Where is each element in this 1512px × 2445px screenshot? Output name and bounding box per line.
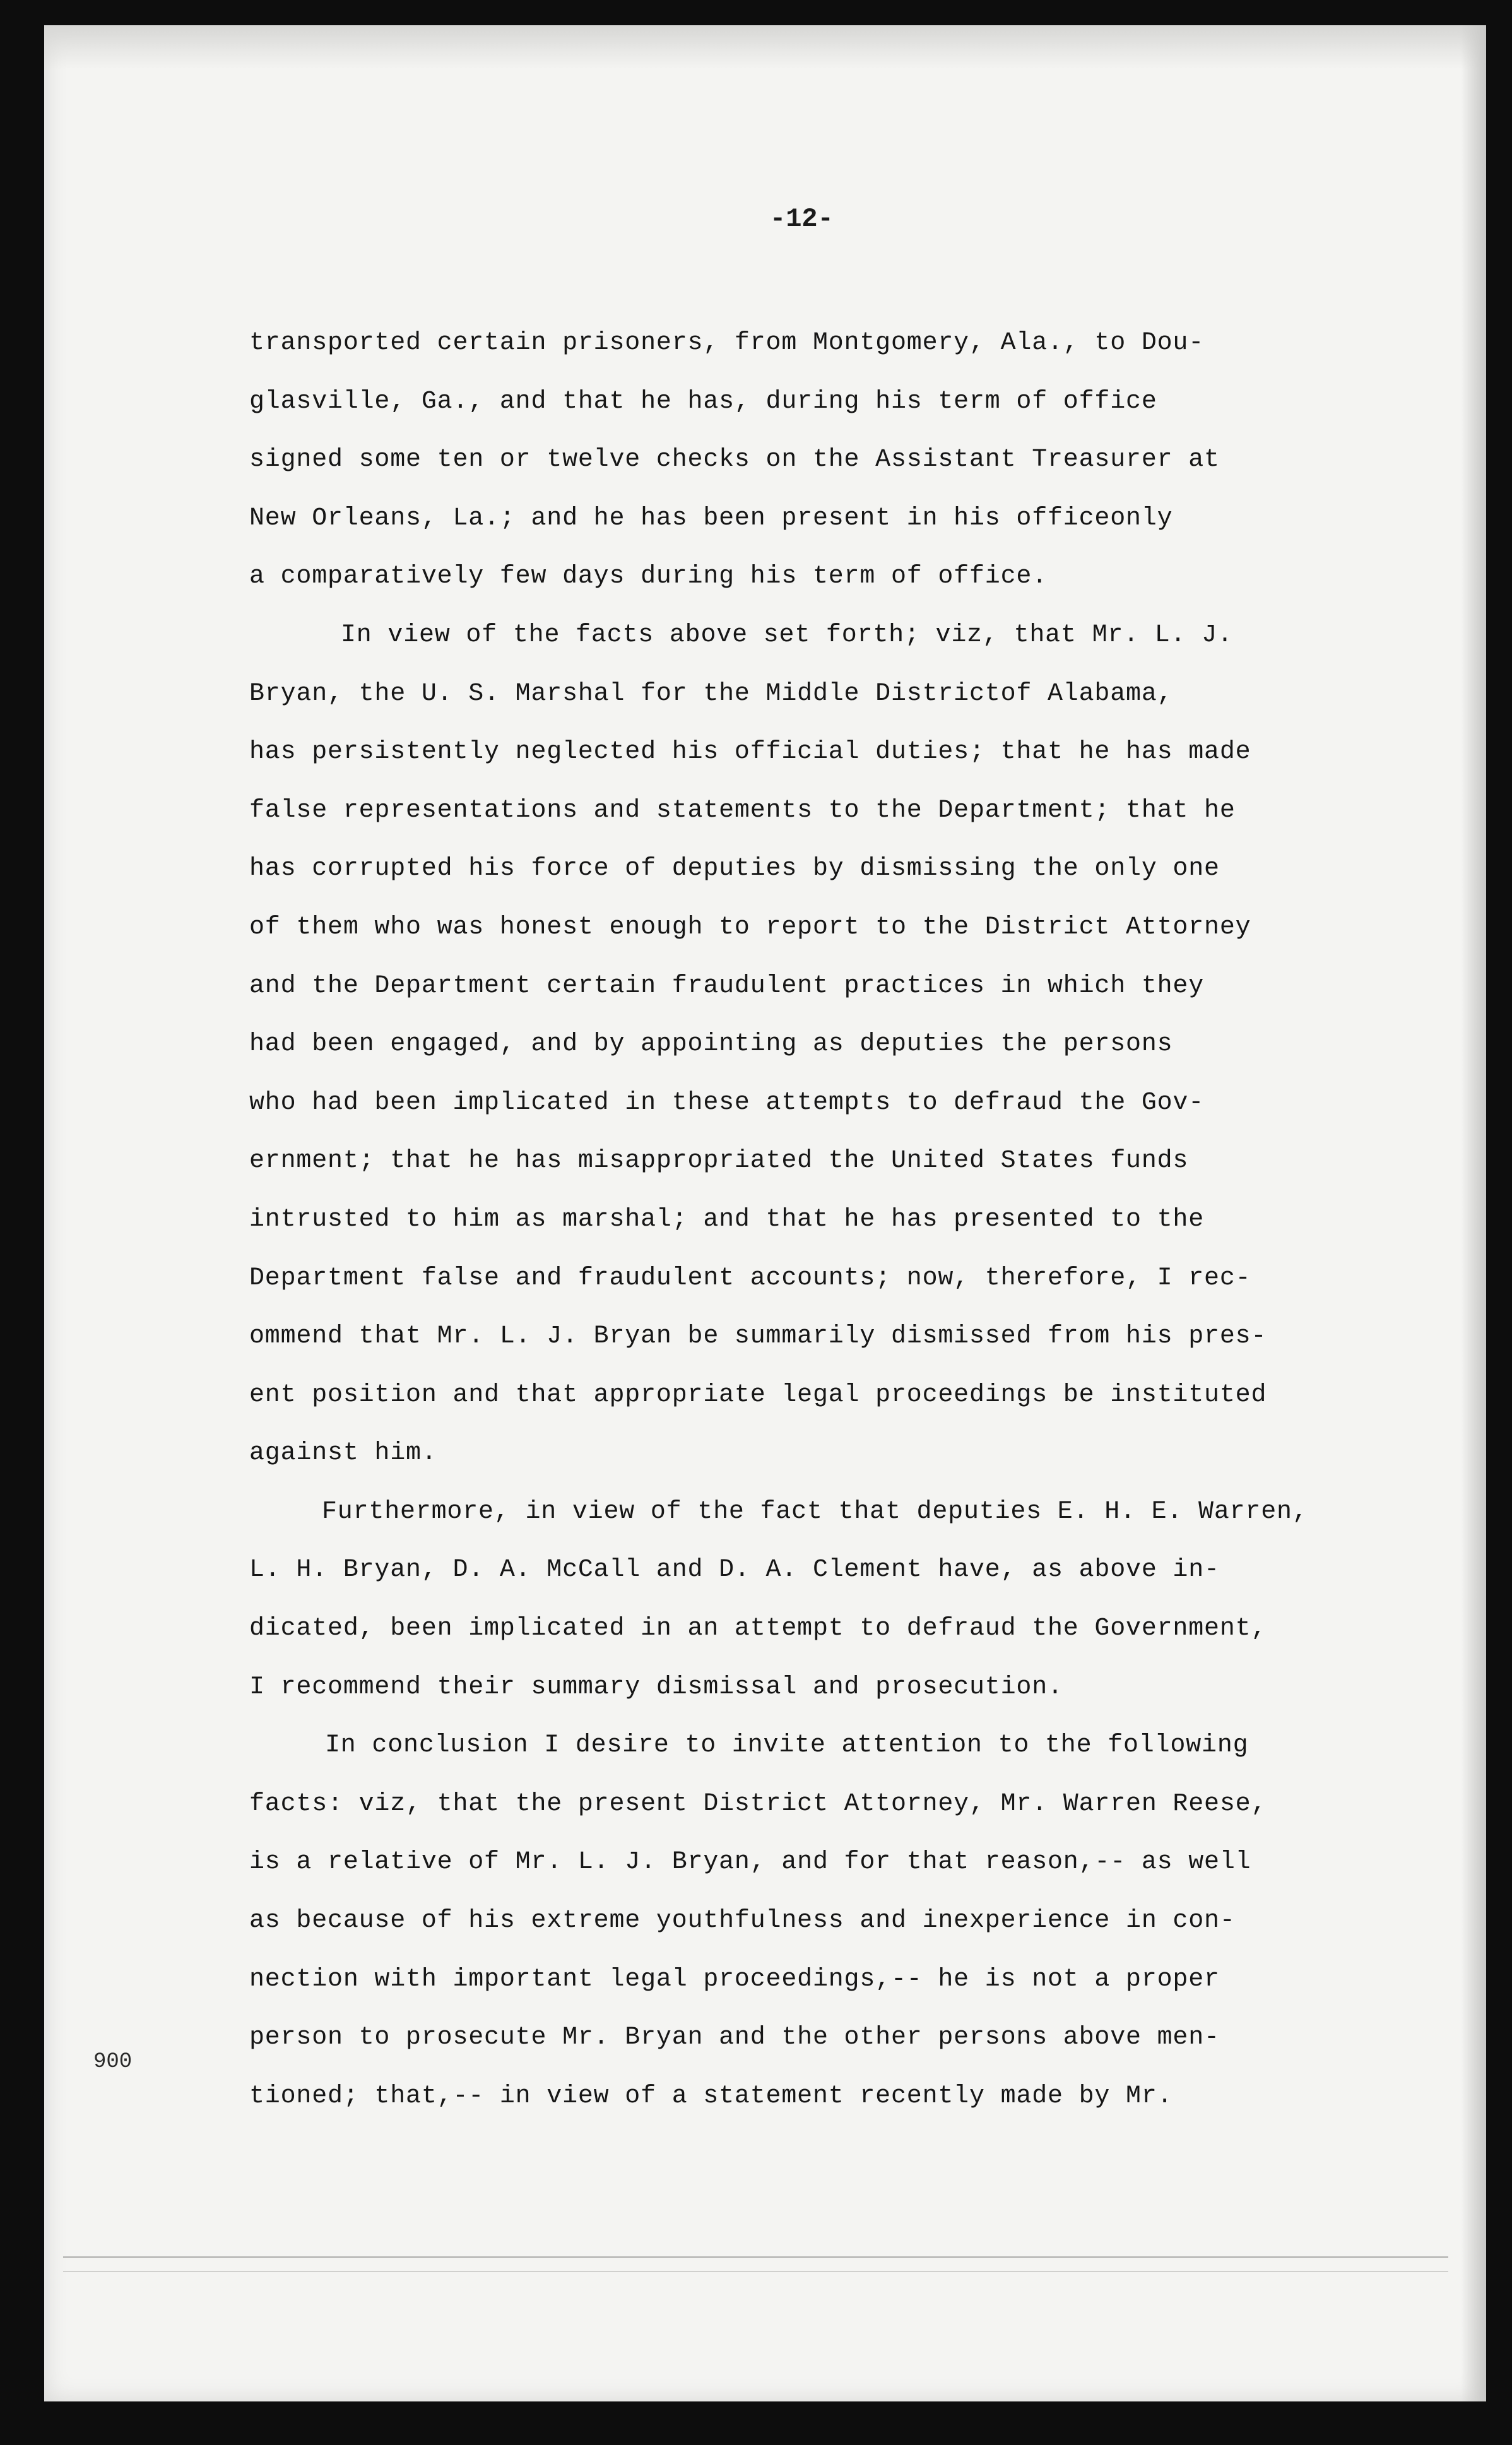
text-line: against him. xyxy=(249,1439,437,1468)
paragraph-start-line: In conclusion I desire to invite attention to the following xyxy=(325,1731,1249,1760)
page-right-shadow xyxy=(1461,25,1486,2401)
text-line: false representations and statements to the Department; that he xyxy=(249,796,1236,825)
text-line: has corrupted his force of deputies by dismissing the only one xyxy=(249,855,1220,884)
text-line: I recommend their summary dismissal and prosecution. xyxy=(249,1672,1063,1702)
text-line: person to prosecute Mr. Bryan and the other persons above men- xyxy=(249,2023,1220,2052)
text-line: a comparatively few days during his term of office. xyxy=(249,562,1048,591)
text-line: glasville, Ga., and that he has, during his term of office xyxy=(249,387,1157,416)
text-line: New Orleans, La.; and he has been present in his officeonly xyxy=(249,504,1173,533)
letter-body xyxy=(249,331,1398,2142)
paragraph-start-line: Furthermore, in view of the fact that deputies E. H. E. Warren, xyxy=(322,1497,1308,1526)
text-line: ent position and that appropriate legal proceedings be instituted xyxy=(249,1380,1267,1409)
text-line: as because of his extreme youthfulness and inexperience in con- xyxy=(249,1907,1236,1936)
text-line: tioned; that,-- in view of a statement recently made by Mr. xyxy=(249,2081,1173,2111)
text-line: L. H. Bryan, D. A. McCall and D. A. Clement have, as above in- xyxy=(249,1556,1220,1585)
page-number: -12- xyxy=(770,204,834,234)
document-page xyxy=(44,25,1486,2401)
text-line: who had been implicated in these attempts to defraud the Gov- xyxy=(249,1088,1205,1117)
text-line: transported certain prisoners, from Montgomery, Ala., to Dou- xyxy=(249,329,1205,357)
text-line: ommend that Mr. L. J. Bryan be summarily dismissed from his pres- xyxy=(249,1322,1267,1351)
paragraph-start-line: In view of the facts above set forth; viz, that Mr. L. J. xyxy=(341,620,1233,649)
bottom-rule xyxy=(63,2256,1448,2258)
text-line: and the Department certain fraudulent practices in which they xyxy=(249,971,1205,1000)
bottom-rule xyxy=(63,2271,1448,2272)
margin-note: 900 xyxy=(93,2050,133,2074)
text-line: facts: viz, that the present District Attorney, Mr. Warren Reese, xyxy=(249,1789,1267,1818)
text-line: dicated, been implicated in an attempt to defraud the Government, xyxy=(249,1614,1267,1643)
text-line: ernment; that he has misappropriated the United States funds xyxy=(249,1147,1189,1176)
text-line: had been engaged, and by appointing as deputies the persons xyxy=(249,1030,1173,1059)
text-line: has persistently neglected his official duties; that he has made xyxy=(249,738,1251,767)
text-line: intrusted to him as marshal; and that he has presented to the xyxy=(249,1205,1205,1234)
text-line: nection with important legal proceedings,-- he is not a proper xyxy=(249,1965,1220,1994)
text-line: is a relative of Mr. L. J. Bryan, and for that reason,-- as well xyxy=(249,1848,1251,1877)
text-line: Bryan, the U. S. Marshal for the Middle Districtof Alabama, xyxy=(249,679,1173,708)
page-top-shadow xyxy=(44,25,1486,69)
text-line: Department false and fraudulent accounts; now, therefore, I rec- xyxy=(249,1264,1251,1293)
text-line: of them who was honest enough to report to the District Attorney xyxy=(249,913,1251,942)
text-line: signed some ten or twelve checks on the Assistant Treasurer at xyxy=(249,446,1220,475)
